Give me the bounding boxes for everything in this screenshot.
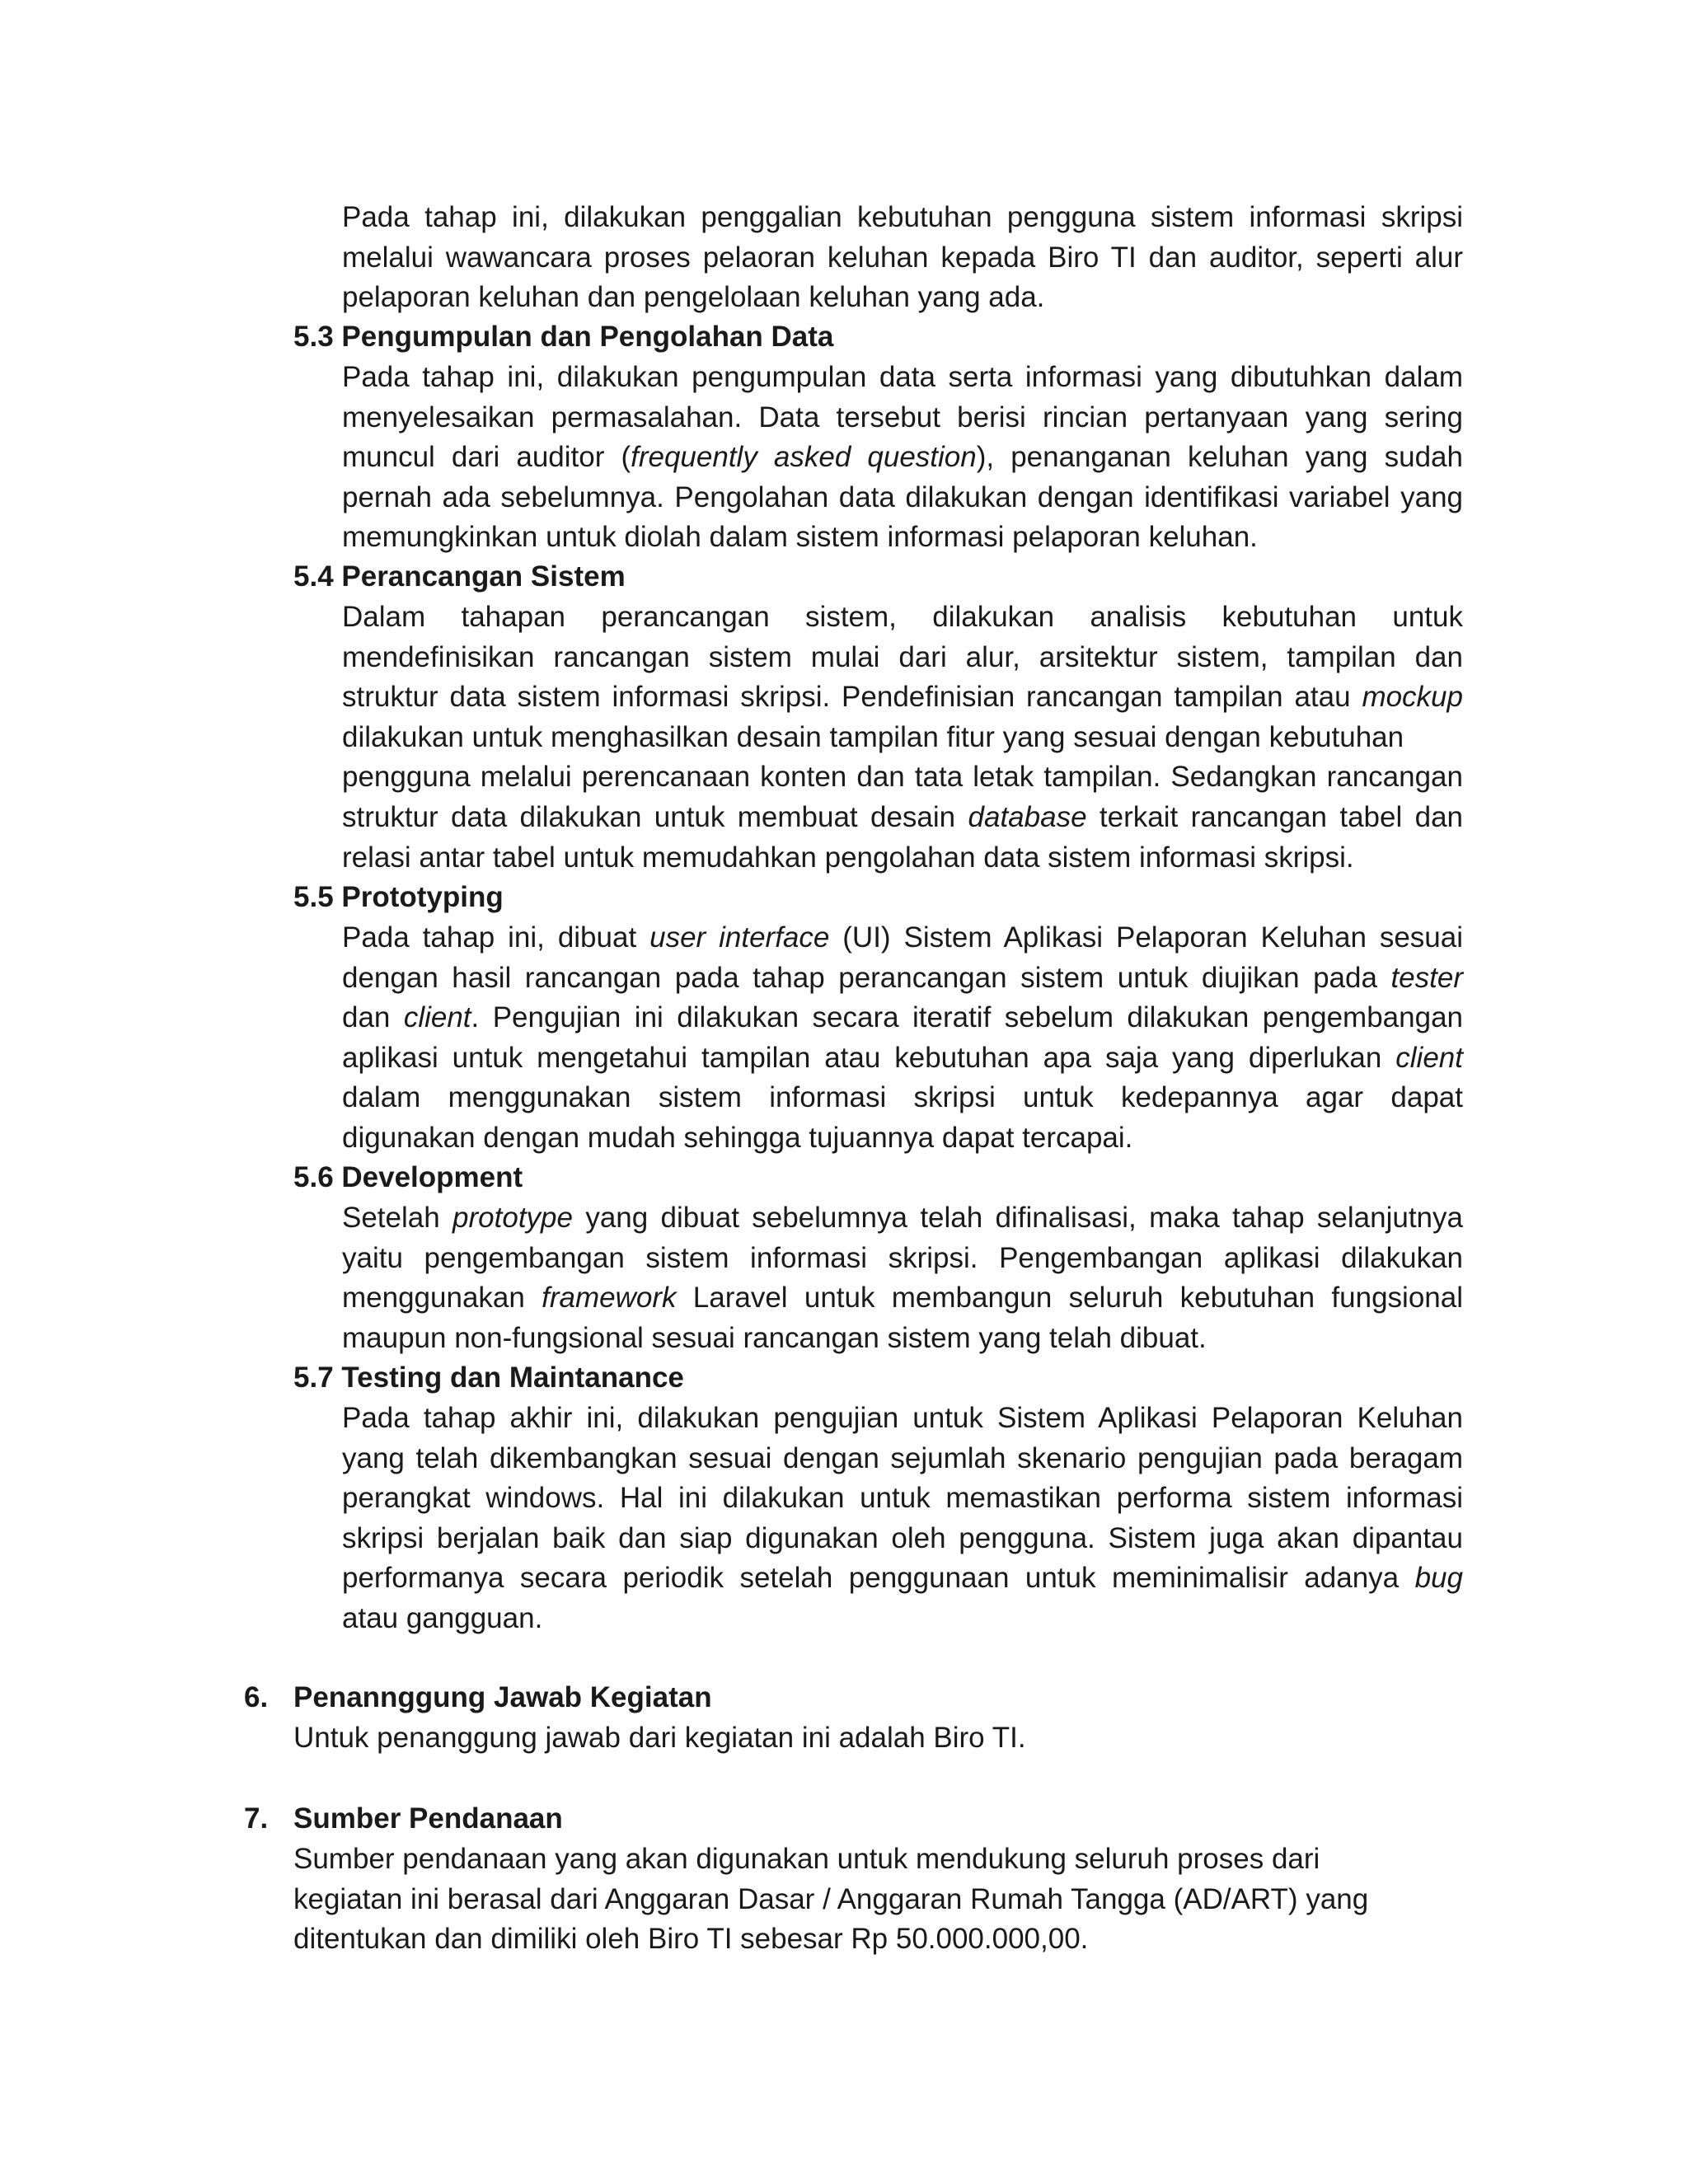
body-line: Untuk penanggung jawab dari kegiatan ini adalah Biro TI. xyxy=(293,1722,1026,1754)
body-line: menggunakan framework Laravel untuk membangun seluruh kebutuhan fungsional xyxy=(342,1282,1463,1315)
body-line: skripsi berjalan baik dan siap digunakan oleh pengguna. Sistem juga akan dipantau xyxy=(342,1521,1463,1554)
body-line: relasi antar tabel untuk memudahkan pengolahan data sistem informasi skripsi. xyxy=(342,841,1354,874)
body-line: dengan hasil rancangan pada tahap perancangan sistem untuk diujikan pada tester xyxy=(342,961,1463,994)
body-line: Setelah prototype yang dibuat sebelumnya telah difinalisasi, maka tahap selanjutnya xyxy=(342,1202,1463,1234)
intro-line: Pada tahap ini, dilakukan penggalian kebutuhan pengguna sistem informasi skripsi xyxy=(342,201,1463,233)
body-line: Sumber pendanaan yang akan digunakan untuk mendukung seluruh proses dari xyxy=(293,1843,1320,1875)
body-line: Pada tahap akhir ini, dilakukan pengujian untuk Sistem Aplikasi Pelaporan Keluhan xyxy=(342,1402,1463,1434)
body-line: muncul dari auditor (frequently asked question), penanganan keluhan yang sudah xyxy=(342,441,1463,474)
body-line: pengguna melalui perencanaan konten dan tata letak tampilan. Sedangkan rancangan xyxy=(342,761,1463,794)
body-line: dilakukan untuk menghasilkan desain tampilan fitur yang sesuai dengan kebutuhan xyxy=(342,720,1404,753)
intro-paragraph xyxy=(342,198,1463,318)
body-line: Dalam tahapan perancangan sistem, dilakukan analisis kebutuhan untuk xyxy=(342,601,1463,633)
section-title-7: Sumber Pendanaan xyxy=(293,1802,563,1835)
subsection-body-5-4 xyxy=(342,598,1463,878)
body-line: struktur data sistem informasi skripsi. Pendefinisian rancangan tampilan atau mockup xyxy=(342,681,1463,714)
body-line: ditentukan dan dimiliki oleh Biro TI sebesar Rp 50.000.000,00. xyxy=(293,1923,1089,1956)
body-line: atau gangguan. xyxy=(342,1601,543,1634)
subsection-heading-5-4: 5.4 Perancangan Sistem xyxy=(293,560,626,593)
subsection-heading-5-3: 5.3 Pengumpulan dan Pengolahan Data xyxy=(293,321,834,353)
body-line: dan client. Pengujian ini dilakukan secara iteratif sebelum dilakukan pengembangan xyxy=(342,1001,1463,1034)
body-line: struktur data dilakukan untuk membuat desain database terkait rancangan tabel dan xyxy=(342,800,1464,833)
body-line: maupun non-fungsional sesuai rancangan sistem yang telah dibuat. xyxy=(342,1321,1207,1354)
section-body-7 xyxy=(293,1840,1447,1960)
subsection-body-5-3 xyxy=(342,358,1463,558)
body-line: menyelesaikan permasalahan. Data tersebut berisi rincian pertanyaan yang sering xyxy=(342,401,1463,434)
section-title-6: Penannggung Jawab Kegiatan xyxy=(293,1681,712,1713)
body-line: Pada tahap ini, dilakukan pengumpulan data serta informasi yang dibutuhkan dalam xyxy=(342,361,1463,393)
body-line: aplikasi untuk mengetahui tampilan atau kebutuhan apa saja yang diperlukan client xyxy=(342,1041,1463,1074)
section-number-7: 7. xyxy=(244,1802,269,1835)
body-line: kegiatan ini berasal dari Anggaran Dasar / Anggaran Rumah Tangga (AD/ART) yang xyxy=(293,1882,1369,1915)
subsection-heading-5-6: 5.6 Development xyxy=(293,1161,523,1193)
body-line: yaitu pengembangan sistem informasi skripsi. Pengembangan aplikasi dilakukan xyxy=(342,1241,1463,1274)
subsection-heading-5-5: 5.5 Prototyping xyxy=(293,881,504,913)
subsection-body-5-6 xyxy=(342,1198,1463,1358)
subsection-heading-5-7: 5.7 Testing dan Maintanance xyxy=(293,1361,684,1394)
subsection-body-5-5 xyxy=(342,918,1463,1159)
section-body-6 xyxy=(293,1718,1447,1759)
body-line: dalam menggunakan sistem informasi skripsi untuk kedepannya agar dapat xyxy=(342,1081,1463,1114)
section-number-6: 6. xyxy=(244,1681,269,1713)
intro-line: melalui wawancara proses pelaoran keluhan kepada Biro TI dan auditor, seperti alur xyxy=(342,241,1463,274)
body-line: memungkinkan untuk diolah dalam sistem informasi pelaporan keluhan. xyxy=(342,521,1258,554)
intro-line: pelaporan keluhan dan pengelolaan keluhan yang ada. xyxy=(342,281,1045,314)
body-line: yang telah dikembangkan sesuai dengan sejumlah skenario pengujian pada beragam xyxy=(342,1441,1463,1474)
body-line: mendefinisikan rancangan sistem mulai dari alur, arsitektur sistem, tampilan dan xyxy=(342,640,1463,673)
body-line: Pada tahap ini, dibuat user interface (UI) Sistem Aplikasi Pelaporan Keluhan sesuai xyxy=(342,921,1463,954)
body-line: performanya secara periodik setelah penggunaan untuk meminimalisir adanya bug xyxy=(342,1562,1463,1595)
body-line: pernah ada sebelumnya. Pengolahan data dilakukan dengan identifikasi variabel yang xyxy=(342,480,1463,513)
body-line: perangkat windows. Hal ini dilakukan untuk memastikan performa sistem informasi xyxy=(342,1482,1463,1515)
body-line: digunakan dengan mudah sehingga tujuannya dapat tercapai. xyxy=(342,1121,1133,1154)
subsection-body-5-7 xyxy=(342,1399,1463,1639)
